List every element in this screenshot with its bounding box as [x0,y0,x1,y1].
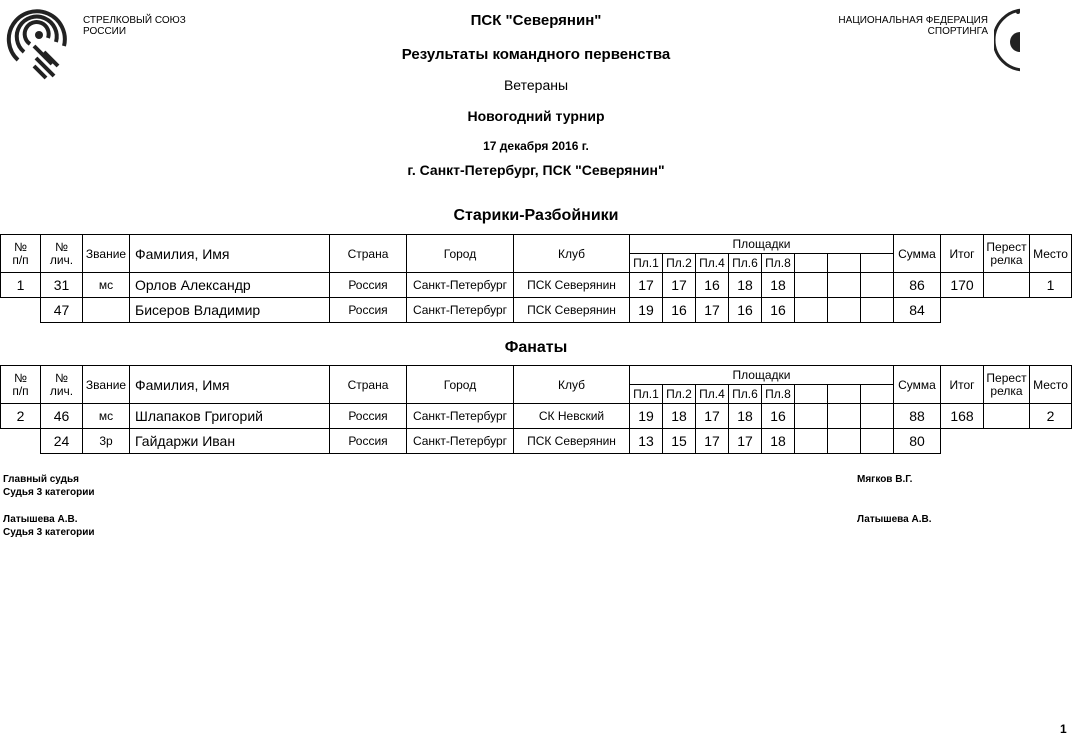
table-header-row [1,235,1072,254]
col-sum: Сумма [894,235,941,273]
range-empty [795,385,828,404]
range-label: Пл.1 [630,254,663,273]
member-city: Санкт-Петербург [407,298,514,323]
range-label: Пл.4 [696,254,729,273]
col-shootoff: Перест релка [984,235,1030,273]
score: 17 [630,273,663,298]
page-title: Результаты командного первенства [401,46,671,63]
chief-judge-block [3,473,95,499]
member-rank [83,298,130,323]
table-header-row [1,366,1072,385]
team-num: 1 [1,273,41,298]
col-num: № п/п [1,366,41,404]
score: 16 [696,273,729,298]
col-total: Итог [941,366,984,404]
col-club: Клуб [514,235,630,273]
results-table-2 [0,365,1072,454]
secretary-title: Латышева А.В. [3,514,78,525]
col-lic: № лич. [41,235,83,273]
col-ranges: Площадки [630,235,894,254]
range-empty [828,254,861,273]
club-title: ПСК "Северянин" [470,12,602,29]
range-label: Пл.2 [663,385,696,404]
col-place: Место [1030,366,1072,404]
member-city: Санкт-Петербург [407,429,514,454]
team-shootoff [984,273,1030,298]
score: 18 [729,404,762,429]
member-name: Бисеров Владимир [130,298,330,323]
range-label: Пл.6 [729,385,762,404]
member-lic: 46 [41,404,83,429]
member-name: Шлапаков Григорий [130,404,330,429]
range-label: Пл.4 [696,385,729,404]
col-name: Фамилия, Имя [130,366,330,404]
member-country: Россия [330,273,407,298]
score-empty [795,298,828,323]
team-place: 1 [1030,273,1072,298]
tournament-date: 17 декабря 2016 г. [483,139,589,153]
member-rank: мс [83,273,130,298]
table-row [1,273,1072,298]
score-empty [828,429,861,454]
member-country: Россия [330,298,407,323]
col-name: Фамилия, Имя [130,235,330,273]
secretary-category: Судья 3 категории [3,527,95,538]
member-name: Гайдаржи Иван [130,429,330,454]
score-empty [828,404,861,429]
left-org-line2: РОССИИ [83,26,127,37]
col-rank: Звание [83,235,130,273]
score: 17 [696,404,729,429]
member-country: Россия [330,404,407,429]
col-shootoff: Перест релка [984,366,1030,404]
score-empty [861,429,894,454]
score: 16 [663,298,696,323]
score-empty [861,298,894,323]
score: 16 [762,298,795,323]
category-label: Ветераны [503,77,569,93]
tournament-name: Новогодний турнир [467,108,605,124]
member-rank: 3р [83,429,130,454]
chief-judge-name: Мягков В.Г. [857,474,913,485]
score-empty [861,404,894,429]
team-total: 170 [941,273,984,298]
member-club: ПСК Северянин [514,429,630,454]
col-rank: Звание [83,366,130,404]
score: 18 [762,429,795,454]
member-lic: 31 [41,273,83,298]
score: 17 [729,429,762,454]
range-label: Пл.8 [762,254,795,273]
col-lic: № лич. [41,366,83,404]
col-total: Итог [941,235,984,273]
range-label: Пл.1 [630,385,663,404]
col-sum: Сумма [894,366,941,404]
member-name: Орлов Александр [130,273,330,298]
tournament-location: г. Санкт-Петербург, ПСК "Северянин" [407,162,665,178]
col-country: Страна [330,235,407,273]
col-country: Страна [330,366,407,404]
member-sum: 80 [894,429,941,454]
chief-judge-category: Судья 3 категории [3,487,95,498]
left-org-line1: СТРЕЛКОВЫЙ СОЮЗ [83,15,186,26]
chief-judge-title: Главный судья [3,474,79,485]
score: 16 [762,404,795,429]
team-name-2: Фанаты [504,339,568,356]
col-city: Город [407,366,514,404]
member-club: СК Невский [514,404,630,429]
col-num: № п/п [1,235,41,273]
table-row [1,298,1072,323]
results-table-1 [0,234,1072,323]
score-empty [795,429,828,454]
member-sum: 86 [894,273,941,298]
score: 15 [663,429,696,454]
score-empty [795,404,828,429]
col-club: Клуб [514,366,630,404]
member-sum: 84 [894,298,941,323]
score: 18 [663,404,696,429]
score: 13 [630,429,663,454]
range-empty [861,385,894,404]
team-place: 2 [1030,404,1072,429]
range-label: Пл.6 [729,254,762,273]
secretary-block [3,513,95,539]
team-name-1: Старики-Разбойники [453,207,619,224]
member-club: ПСК Северянин [514,273,630,298]
member-lic: 47 [41,298,83,323]
score: 17 [663,273,696,298]
team-num: 2 [1,404,41,429]
team-shootoff [984,404,1030,429]
col-ranges: Площадки [630,366,894,385]
page-number: 1 [1060,722,1067,736]
score: 18 [762,273,795,298]
score: 19 [630,298,663,323]
score-empty [828,298,861,323]
score-empty [828,273,861,298]
member-sum: 88 [894,404,941,429]
score: 16 [729,298,762,323]
range-empty [828,385,861,404]
score-empty [861,273,894,298]
score: 19 [630,404,663,429]
table-row [1,404,1072,429]
score: 18 [729,273,762,298]
score: 17 [696,298,729,323]
range-label: Пл.8 [762,385,795,404]
member-country: Россия [330,429,407,454]
score-empty [795,273,828,298]
range-empty [795,254,828,273]
score: 17 [696,429,729,454]
secretary-name: Латышева А.В. [857,514,932,525]
member-city: Санкт-Петербург [407,273,514,298]
member-lic: 24 [41,429,83,454]
col-city: Город [407,235,514,273]
table-row [1,429,1072,454]
range-empty [861,254,894,273]
right-org-line2: СПОРТИНГА [927,26,988,37]
member-club: ПСК Северянин [514,298,630,323]
right-org-line1: НАЦИОНАЛЬНАЯ ФЕДЕРАЦИЯ [838,15,988,26]
team-total: 168 [941,404,984,429]
member-rank: мс [83,404,130,429]
col-place: Место [1030,235,1072,273]
range-label: Пл.2 [663,254,696,273]
member-city: Санкт-Петербург [407,404,514,429]
